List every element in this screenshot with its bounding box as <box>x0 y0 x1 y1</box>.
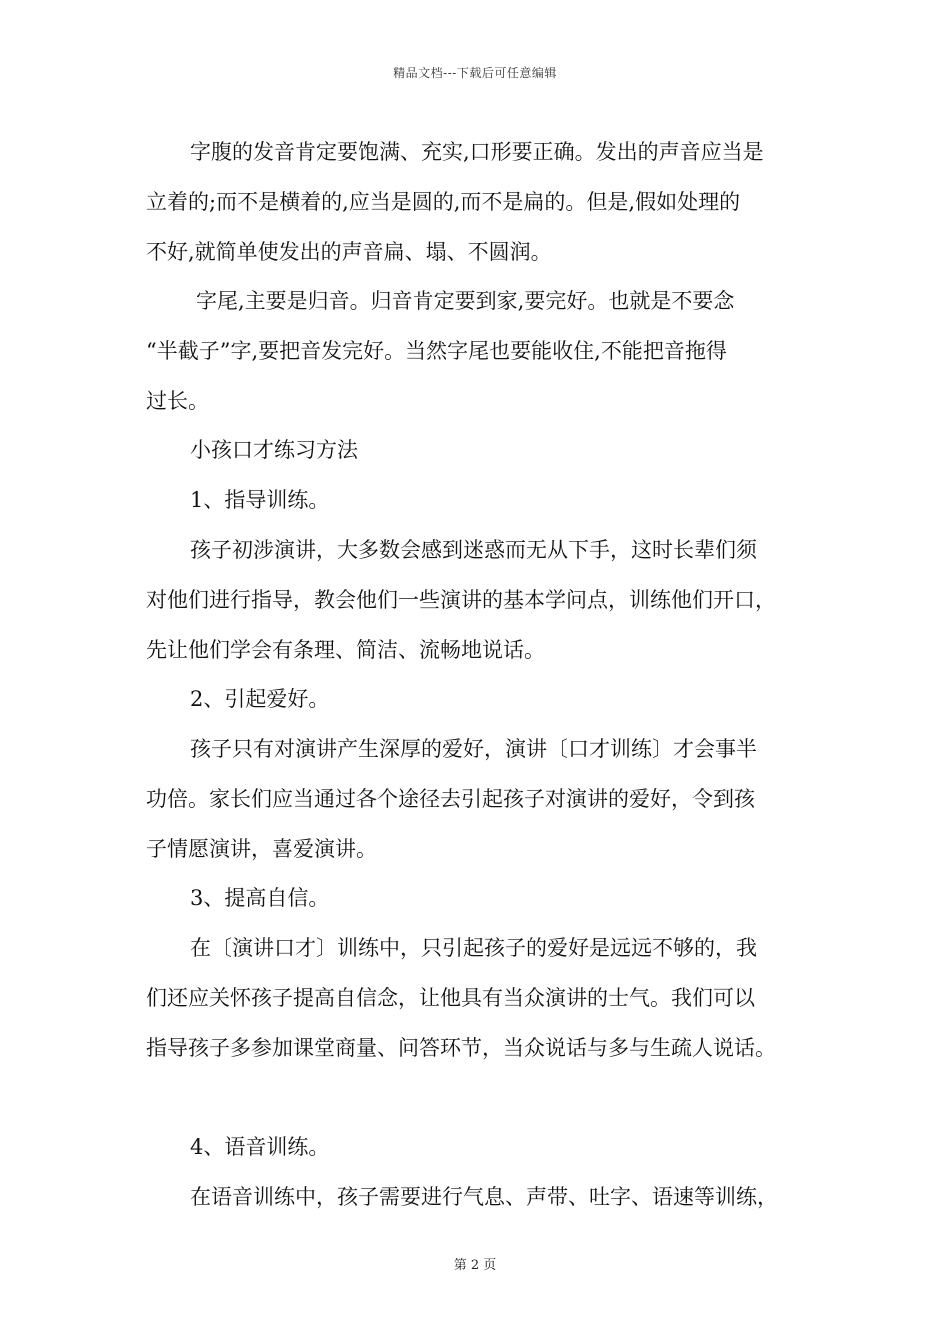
text-line: 孩子只有对演讲产生深厚的爱好，演讲〔口才训练〕才会事半 <box>190 737 757 761</box>
list-item-heading-1 <box>146 475 810 525</box>
text-line: 在语音训练中，孩子需要进行气息、声带、吐字、语速等训练， <box>190 1185 778 1209</box>
text-line: 2、引起爱好。 <box>190 687 330 711</box>
text-line: 字尾,主要是归音。归音肯定要到家,要完好。也就是不要念 <box>196 289 735 313</box>
text-line: 孩子初涉演讲，大多数会感到迷惑而无从下手，这时长辈们须 <box>190 538 757 562</box>
text-line: 过长。 <box>146 389 209 413</box>
text-line: “半截子”字,要把音发完好。当然字尾也要能收住,不能把音拖得 <box>146 339 727 363</box>
page-header: 精品文档---下载后可任意编辑 <box>393 66 557 80</box>
section-heading <box>146 425 810 475</box>
text-line: 先让他们学会有条理、简洁、流畅地说话。 <box>146 638 545 662</box>
list-item-heading-3 <box>146 873 810 923</box>
text-line: 们还应关怀孩子提高自信念，让他具有当众演讲的士气。我们可以 <box>146 986 755 1010</box>
text-line: 子情愿演讲，喜爱演讲。 <box>146 837 377 861</box>
paragraph-2 <box>146 276 810 426</box>
paragraph-3 <box>146 525 810 675</box>
page-number: 第 2 页 <box>453 1258 497 1273</box>
text-line: 小孩口才练习方法 <box>190 438 358 462</box>
list-item-heading-4 <box>146 1122 810 1172</box>
paragraph-5 <box>146 923 810 1073</box>
paragraph-4 <box>146 724 810 874</box>
text-line: 在〔演讲口才〕训练中，只引起孩子的爱好是远远不够的，我 <box>190 936 757 960</box>
list-item-heading-2 <box>146 674 810 724</box>
text-line: 1、指导训练。 <box>190 488 330 512</box>
text-line: 3、提高自信。 <box>190 886 330 910</box>
paragraph-6 <box>146 1172 810 1222</box>
text-line: 不好,就简单使发出的声音扁、塌、不圆润。 <box>146 240 552 264</box>
text-line: 对他们进行指导，教会他们一些演讲的基本学问点，训练他们开口， <box>146 588 776 612</box>
text-line: 指导孩子多参加课堂商量、问答环节，当众说话与多与生疏人说话。 <box>146 1036 776 1060</box>
text-line: 4、语音训练。 <box>190 1135 330 1159</box>
text-line: 功倍。家长们应当通过各个途径去引起孩子对演讲的爱好，令到孩 <box>146 787 755 811</box>
text-line: 立着的;而不是横着的,应当是圆的,而不是扁的。但是,假如处理的 <box>146 190 741 214</box>
text-line: 字腹的发音肯定要饱满、充实,口形要正确。发出的声音应当是 <box>190 140 764 164</box>
paragraph-1 <box>146 127 810 277</box>
